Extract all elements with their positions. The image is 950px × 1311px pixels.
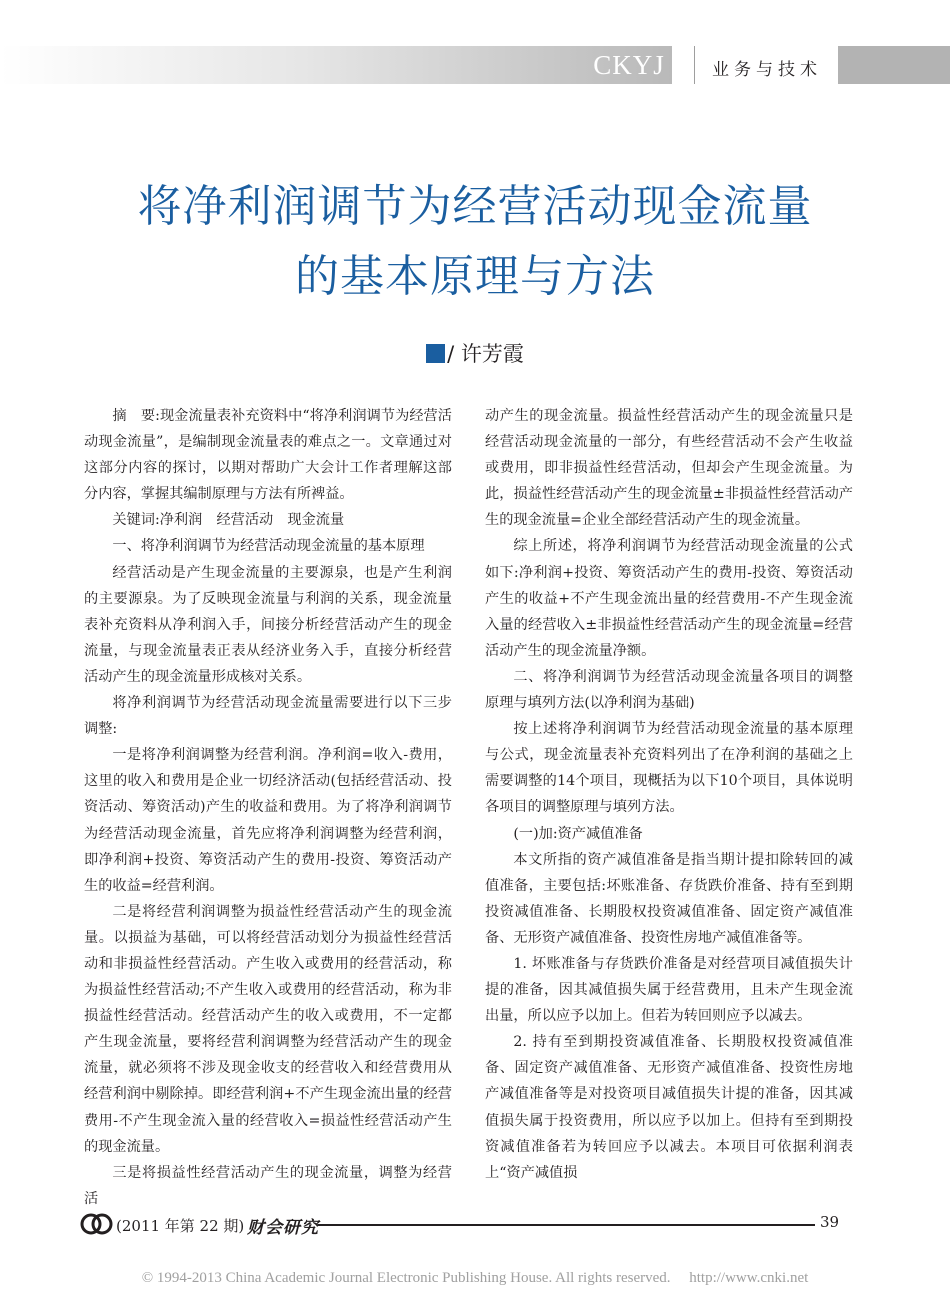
abstract-paragraph: 摘 要:现金流量表补充资料中“将净利润调节为经营活动现金流量”，是编制现金流量表的难点之一。文章通过对这部分内容的探讨，以期对帮助广大会计工作者理解这部分内容，掌握其编制原理与方法有所裨益。 <box>84 408 452 503</box>
body-paragraph: 三是将损益性经营活动产生的现金流量，调整为经营活 <box>84 1164 452 1207</box>
body-paragraph: 1. 坏账准备与存货跌价准备是对经营项目减值损失计提的准备，因其减值损失属于经营费用，且未产生现金流出量，所以应予以加上。但若为转回则应予以减去。 <box>485 955 853 1025</box>
footer-rule <box>318 1224 815 1226</box>
keywords-paragraph: 关键词:净利润 经营活动 现金流量 <box>112 512 345 529</box>
section-heading-2: 二、将净利润调节为经营活动现金流量各项目的调整原理与填列方法(以净利润为基础) <box>485 668 853 712</box>
author-line <box>0 338 950 368</box>
body-paragraph: 2. 持有至到期投资减值准备、长期股权投资减值准备、固定资产减值准备、无形资产减值准备、投资性房地产减值准备等是对投资项目减值损失计提的准备，因其减值损失属于投资费用，所以应予以加上。但持有至到期投资减值准备若为转回应予以减去。本项目可依据利润表上“资产减值损 <box>485 1034 853 1181</box>
article-title-line-1: 将净利润调节为经营活动现金流量 <box>137 181 813 232</box>
header-divider <box>694 46 695 84</box>
author-marker-icon <box>426 344 445 363</box>
section-heading-1: 一、将净利润调节为经营活动现金流量的基本原理 <box>112 538 425 555</box>
journal-logo-icon <box>80 1213 114 1235</box>
body-paragraph: 将净利润调节为经营活动现金流量需要进行以下三步调整: <box>84 695 452 738</box>
issue-label: (2011 年第 22 期) <box>116 1217 245 1235</box>
author-name: / 许芳霞 <box>447 342 524 366</box>
header-grey-block <box>838 46 950 84</box>
left-column <box>84 403 452 1212</box>
journal-brand: CKYJ <box>593 50 665 80</box>
body-paragraph: 二是将经营利润调整为损益性经营活动产生的现金流量。以损益为基础，可以将经营活动划分为损益性经营活动和非损益性经营活动。产生收入或费用的经营活动，称为损益性经营活动;不产生收入或费用的经营活动，称为非损益性经营活动。经营活动产生的收入或费用，不一定都产生现金流量，要将经营利润调整为经营活动产生的现金流量，就必须将不涉及现金收支的经营收入和经营费用从经营利润中剔除掉。即经营利润+不产生现金流出量的经营费用-不产生现金流入量的经营收入=损益性经营活动产生的现金流量。 <box>84 903 452 1155</box>
subsection-heading: (一)加:资产减值准备 <box>513 825 643 842</box>
journal-name: 财会研究 <box>247 1218 319 1238</box>
section-label: 业务与技术 <box>712 60 822 80</box>
right-column <box>485 403 853 1186</box>
header-gradient-band <box>0 46 672 84</box>
page-number: 39 <box>820 1213 840 1231</box>
article-title-line-2: 的基本原理与方法 <box>295 251 655 302</box>
copyright-notice: © 1994-2013 China Academic Journal Electronic Publishing House. All rights reserved. http://www.cnki.net <box>141 1270 809 1286</box>
body-paragraph: 一是将净利润调整为经营利润。净利润=收入-费用，这里的收入和费用是企业一切经济活动(包括经营活动、投资活动、筹资活动)产生的收益和费用。为了将净利润调节为经营活动现金流量，首先应将净利润调整为经营利润，即净利润+投资、筹资活动产生的费用-投资、筹资活动产生的收益=经营利润。 <box>84 747 452 894</box>
body-paragraph: 动产生的现金流量。损益性经营活动产生的现金流量只是经营活动现金流量的一部分，有些经营活动不会产生收益或费用，即非损益性经营活动，但却会产生现金流量。为此，损益性经营活动产生的现金流量±非损益性经营活动产生的现金流量=企业全部经营活动产生的现金流量。 <box>485 408 853 529</box>
body-paragraph: 综上所述，将净利润调节为经营活动现金流量的公式如下:净利润+投资、筹资活动产生的费用-投资、筹资活动产生的收益+不产生现金流出量的经营费用-不产生现金流入量的经营收入±非损益性经营活动产生的现金流量=经营活动产生的现金流量净额。 <box>485 538 853 659</box>
body-paragraph: 按上述将净利润调节为经营活动现金流量的基本原理与公式，现金流量表补充资料列出了在净利润的基础之上需要调整的14个项目，现概括为以下10个项目，具体说明各项目的调整原理与填列方法。 <box>485 721 853 816</box>
body-paragraph: 本文所指的资产减值准备是指当期计提扣除转回的减值准备，主要包括:坏账准备、存货跌价准备、持有至到期投资减值准备、长期股权投资减值准备、固定资产减值准备、无形资产减值准备、投资性房地产减值准备等。 <box>485 851 853 946</box>
body-paragraph: 经营活动是产生现金流量的主要源泉，也是产生利润的主要源泉。为了反映现金流量与利润的关系，现金流量表补充资料从净利润入手，间接分析经营活动产生的现金流量，与现金流量表正表从经济业务入手，直接分析经营活动产生的现金流量形成核对关系。 <box>84 564 452 685</box>
